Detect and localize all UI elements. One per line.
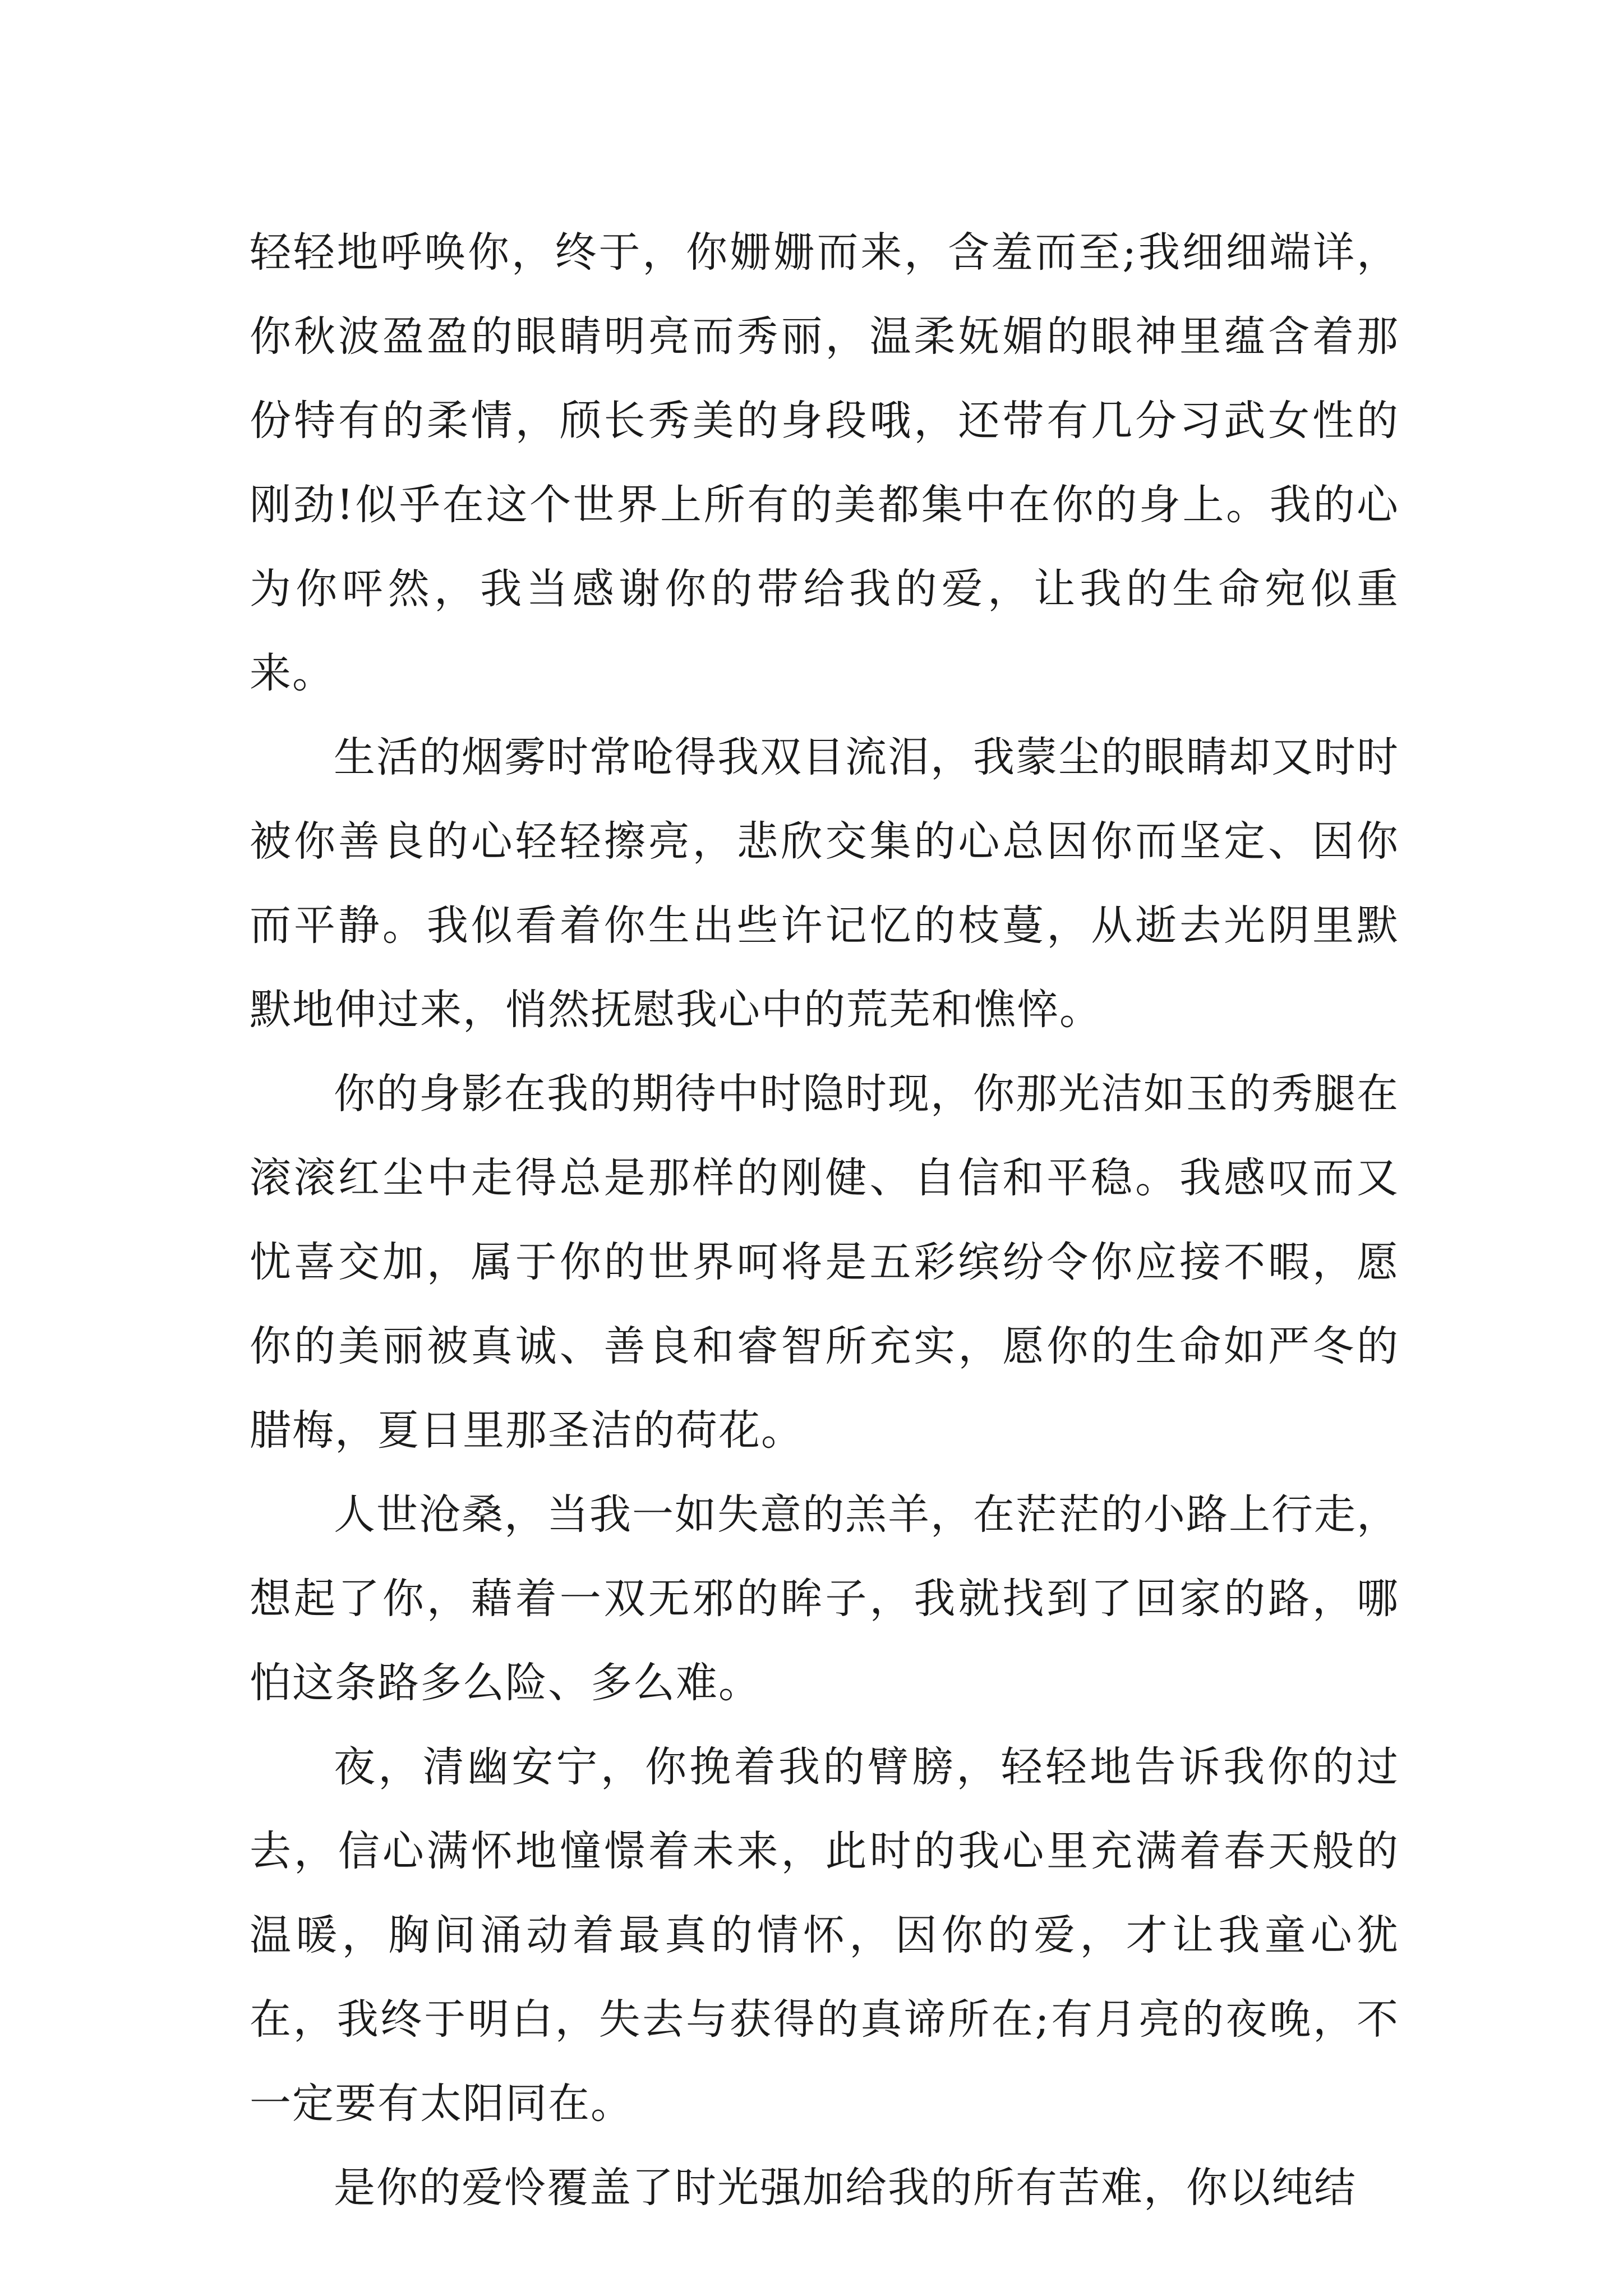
paragraph: 人世沧桑，当我一如失意的羔羊，在茫茫的小路上行走，想起了你，藉着一双无邪的眸子，我就找到了回家的路，哪怕这条路多么险、多么难。 xyxy=(250,1490,1399,1707)
document-body xyxy=(250,210,1399,2230)
paragraph: 是你的爱怜覆盖了时光强加给我的所有苦难，你以纯结 xyxy=(334,2164,1357,2212)
paragraph: 轻轻地呼唤你，终于，你姗姗而来，含羞而至;我细细端详，你秋波盈盈的眼睛明亮而秀丽，温柔妩媚的眼神里蕴含着那份特有的柔情，颀长秀美的身段哦，还带有几分习武女性的刚劲!似乎在这个世界上所有的美都集中在你的身上。我的心为你呯然，我当感谢你的带给我的爱，让我的生命宛似重来。 xyxy=(250,228,1399,697)
paragraph: 生活的烟雾时常呛得我双目流泪，我蒙尘的眼睛却又时时被你善良的心轻轻擦亮，悲欣交集的心总因你而坚定、因你而平静。我似看着你生出些许记忆的枝蔓，从逝去光阴里默默地伸过来，悄然抚慰我心中的荒芜和憔悴。 xyxy=(250,733,1399,1034)
paragraph: 你的身影在我的期待中时隐时现，你那光洁如玉的秀腿在滚滚红尘中走得总是那样的刚健、自信和平稳。我感叹而又忧喜交加，属于你的世界呵将是五彩缤纷令你应接不暇，愿你的美丽被真诚、善良和睿智所充实，愿你的生命如严冬的腊梅，夏日里那圣洁的荷花。 xyxy=(250,1070,1399,1455)
paragraph: 夜，清幽安宁，你挽着我的臂膀，轻轻地告诉我你的过去，信心满怀地憧憬着未来，此时的我心里充满着春天般的温暖，胸间涌动着最真的情怀，因你的爱，才让我童心犹在，我终于明白，失去与获得的真谛所在;有月亮的夜晚，不一定要有太阳同在。 xyxy=(250,1743,1399,2128)
